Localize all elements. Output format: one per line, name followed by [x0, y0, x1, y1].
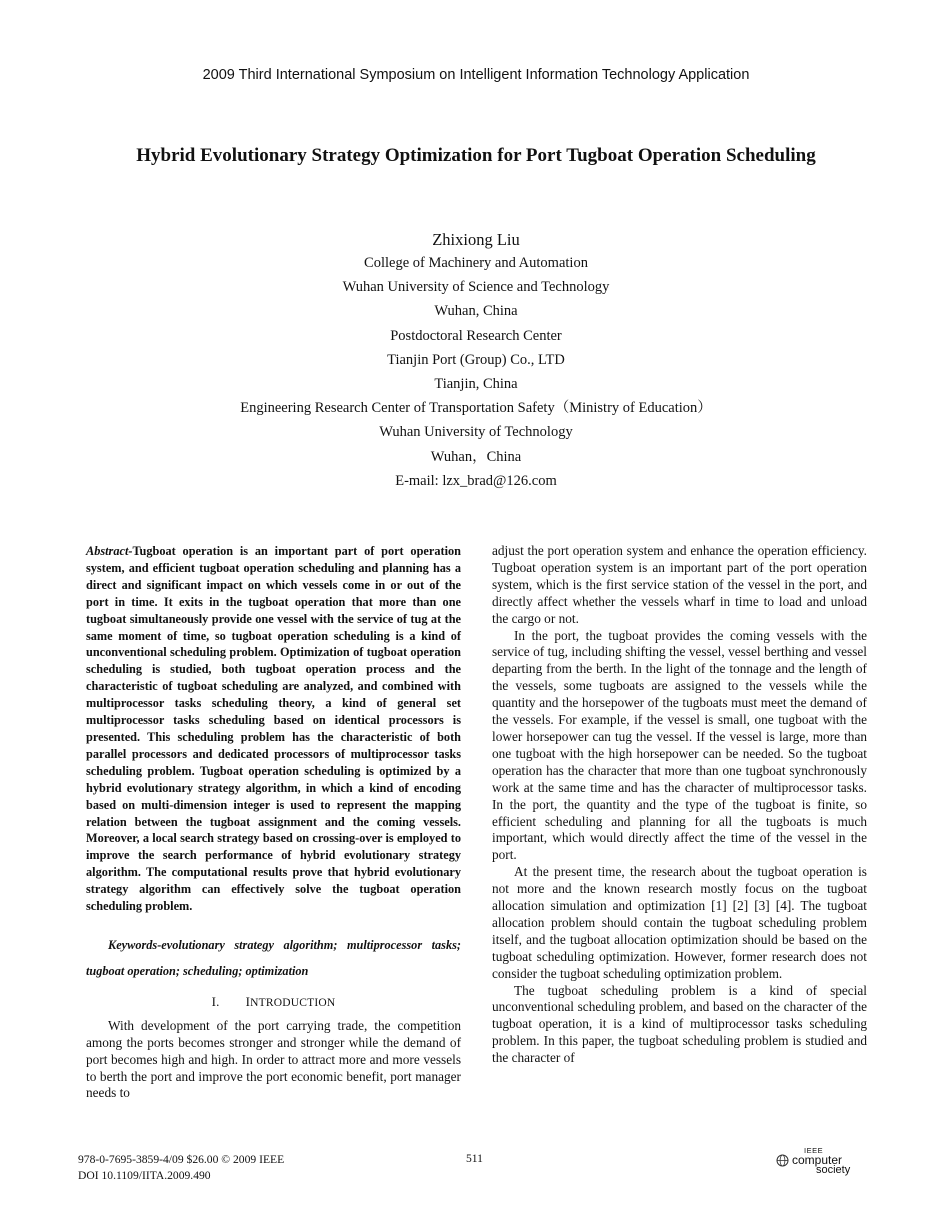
ieee-computer-society-logo	[776, 1146, 866, 1178]
author-name: Zhixiong Liu	[432, 230, 520, 249]
affiliation-line: Postdoctoral Research Center	[390, 327, 562, 344]
affiliation-line: Wuhan University of Technology	[379, 424, 573, 441]
affiliation-line: Wuhan, China	[434, 303, 518, 320]
section-title-initial: I	[245, 993, 251, 1009]
paper-title: Hybrid Evolutionary Strategy Optimization for Port Tugboat Operation Scheduling	[136, 145, 816, 166]
body-paragraph: In the port, the tugboat provides the coming vessels with the service of tug, including shifting the vessel, vessel berthing and vessel departing from the berth. In the light of the tonnage and the length of the vessels, some tugboats are assigned to the vessels while the quantity and the horsepower of the tugboats must meet the demand of the vessels. For example, if the vessel is small, one tugboat with the lower horsepower can tug the vessel. If the vessel is large, more than one tugboat with the high horsepower can be needed. So the tugboat operation has the character that more than one tugboat synchronously work at the same time and has the character of multiprocessor tasks. In the port, the quantity and the type of the tugboat is finite, so efficient scheduling and planning for all the tugboats is much important, which would directly affect the time of the vessel in the port.	[492, 627, 867, 863]
keywords: Keywords-evolutionary strategy algorithm; multiprocessor tasks; tugboat operation; scheduling; optimization	[86, 937, 461, 978]
page-number: 511	[466, 1152, 483, 1165]
author-block	[0, 229, 952, 493]
affiliation-line: Tianjin Port (Group) Co., LTD	[387, 351, 565, 368]
section-title-rest: NTRODUCTION	[250, 996, 336, 1009]
abstract	[86, 543, 461, 915]
body-paragraph: With development of the port carrying trade, the competition among the ports becomes stronger and stronger while the demand of port becomes high and high. In order to attract more and more vessels to berth the port and improve the port economic benefit, port manager needs to	[86, 1017, 461, 1101]
body-paragraph: At the present time, the research about the tugboat operation is not more and the known research mostly focus on the tugboat allocation simulation and optimization [1] [2] [3] [4]. The tugboat allocation problem should contain the tugboat scheduling problem itself, and the tugboat allocation optimization should be based on the tugboat scheduling optimization. However, former research does not consider the tugboat scheduling optimization problem.	[492, 864, 867, 981]
section-heading	[86, 994, 461, 1012]
left-column	[86, 543, 461, 1102]
abstract-lead: Abstract-	[86, 544, 133, 558]
affiliation-line: Wuhan，China	[430, 448, 522, 465]
conference-header: 2009 Third International Symposium on Intelligent Information Technology Application	[202, 67, 750, 83]
logo-ieee-text: IEEE	[804, 1146, 824, 1155]
affiliation-line: Wuhan University of Science and Technology	[342, 279, 610, 296]
affiliation-line: College of Machinery and Automation	[364, 255, 588, 271]
affiliation-line: Engineering Research Center of Transportation Safety（Ministry of Education）	[240, 400, 712, 417]
isbn-line: 978-0-7695-3859-4/09 $26.00 © 2009 IEEE	[78, 1153, 285, 1166]
body-paragraph: adjust the port operation system and enhance the operation efficiency. Tugboat operation system is an important part of the port operation system, which is the first service station of the vessel in the port, and directly affect whether the vessels wharf in time to load and unload the cargo or not.	[492, 543, 867, 626]
footer-identifiers	[78, 1152, 284, 1184]
section-number: I.	[211, 993, 220, 1009]
doi-line: DOI 10.1109/IITA.2009.490	[78, 1169, 211, 1182]
body-paragraph: The tugboat scheduling problem is a kind of special unconventional scheduling problem, and based on the character of the tugboat operation, it is a kind of multiprocessor tasks scheduling problem. In this paper, the tugboat scheduling problem is studied and the character of	[492, 982, 867, 1066]
globe-icon	[776, 1154, 789, 1167]
affiliation-line: Tianjin, China	[434, 376, 518, 393]
abstract-text: Tugboat operation is an important part of port operation system, and efficient tugboat operation scheduling and planning has a direct and significant impact on which vessels come in or out of the port in time. It exits in the tugboat operation that more than one tugboat simultaneously provide one vessel with the service of tug at the same moment of time, so tugboat operation scheduling is a kind of unconventional scheduling problem. Optimization of tugboat operation scheduling is studied, both tugboat operation process and the characteristic of tugboat scheduling are analyzed, and combined with multiprocessor tasks scheduling theory, a kind of general set multiprocessor tasks scheduling based on identical processors is presented. This scheduling problem has the characteristic of both parallel processors and dedicated processors of multiprocessor tasks scheduling problem. Tugboat operation scheduling is optimized by a hybrid evolutionary strategy algorithm, in which a kind of encoding based on multi-dimension integer is used to represent the mapping relation between the tugboat assignment and the coming vessels. Moreover, a local search strategy based on crossing-over is employed to improve the search performance of hybrid evolutionary strategy algorithm. The computational results prove that hybrid evolutionary strategy algorithm can effectively solve the tugboat operation scheduling problem.	[86, 544, 461, 914]
author-email: E-mail: lzx_brad@126.com	[395, 472, 557, 489]
logo-society-text: society	[816, 1164, 851, 1176]
right-column	[492, 543, 867, 1067]
logo-computer-text: computer	[792, 1153, 843, 1167]
